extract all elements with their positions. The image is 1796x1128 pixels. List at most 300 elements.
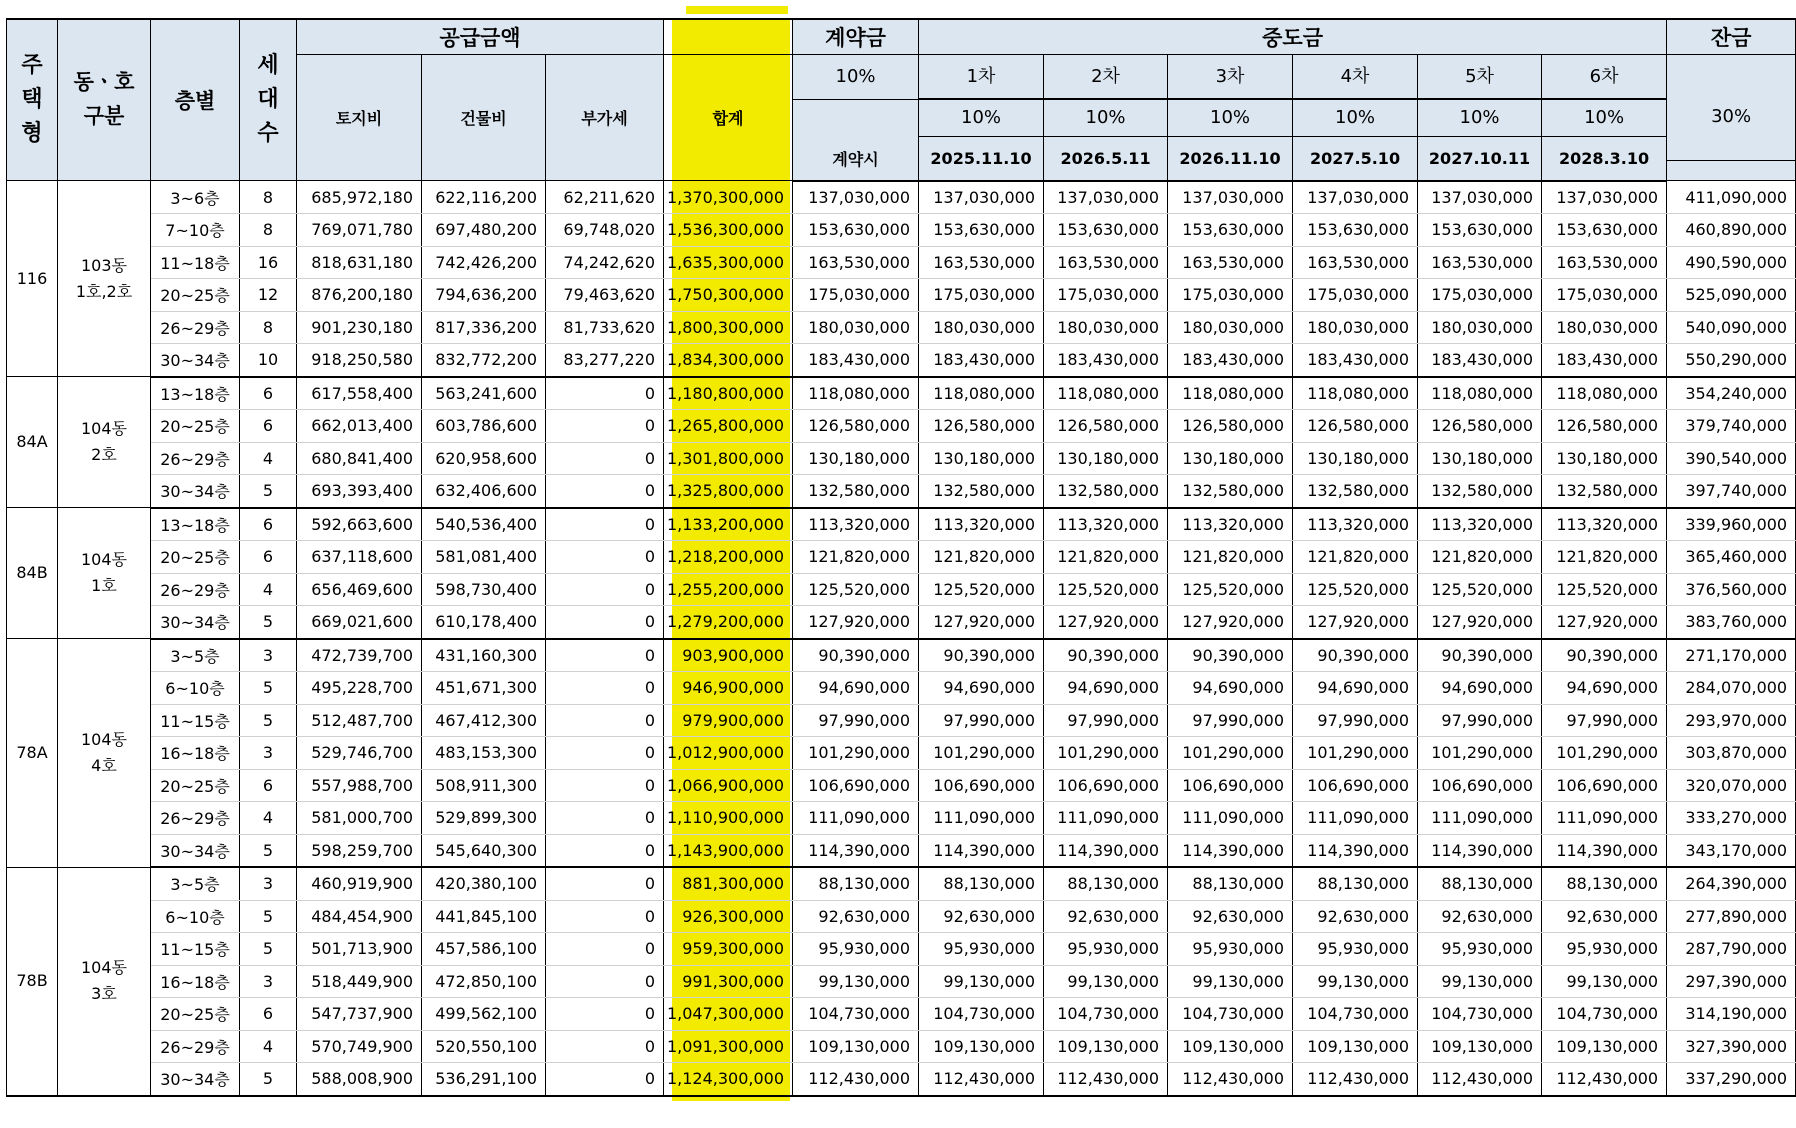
vat-cell: 0 — [546, 377, 664, 410]
households-cell: 3 — [240, 639, 297, 672]
land-cell: 581,000,700 — [297, 802, 422, 835]
interim-3-cell: 121,820,000 — [1168, 541, 1293, 574]
table-row — [7, 214, 1796, 247]
interim-1-cell: 130,180,000 — [919, 442, 1044, 475]
building-cell: 431,160,300 — [422, 639, 546, 672]
interim-2-cell: 92,630,000 — [1044, 900, 1168, 933]
floor-cell: 6~10층 — [151, 672, 240, 705]
interim-5-cell: 180,030,000 — [1418, 311, 1542, 344]
table-row — [7, 834, 1796, 867]
balance-cell: 314,190,000 — [1667, 998, 1796, 1031]
households-cell: 8 — [240, 311, 297, 344]
balance-cell: 264,390,000 — [1667, 867, 1796, 900]
deposit-cell: 113,320,000 — [793, 508, 919, 541]
households-cell: 5 — [240, 704, 297, 737]
deposit-cell: 130,180,000 — [793, 442, 919, 475]
land-cell: 472,739,700 — [297, 639, 422, 672]
dong-ho-cell — [58, 181, 151, 377]
deposit-cell: 92,630,000 — [793, 900, 919, 933]
interim-6-cell: 130,180,000 — [1542, 442, 1667, 475]
header-interim-1 — [919, 54, 1044, 99]
interim-4-cell: 88,130,000 — [1293, 867, 1418, 900]
interim-2-cell: 104,730,000 — [1044, 998, 1168, 1031]
deposit-cell: 121,820,000 — [793, 541, 919, 574]
building-cell: 472,850,100 — [422, 965, 546, 998]
interim-4-date: 2027.5.10 — [1309, 148, 1401, 168]
interim-3-cell: 163,530,000 — [1168, 246, 1293, 279]
balance-cell: 333,270,000 — [1667, 802, 1796, 835]
vat-cell: 0 — [546, 704, 664, 737]
interim-5-date: 2027.10.11 — [1428, 148, 1531, 168]
interim-3-cell: 175,030,000 — [1168, 279, 1293, 312]
vat-cell: 83,277,220 — [546, 344, 664, 377]
total-cell: 1,834,300,000 — [664, 344, 793, 377]
total-cell: 881,300,000 — [664, 867, 793, 900]
floor-cell: 30~34층 — [151, 606, 240, 639]
interim-2-cell: 153,630,000 — [1044, 214, 1168, 247]
header-interim-2 — [1044, 54, 1168, 99]
interim-2-cell: 183,430,000 — [1044, 344, 1168, 377]
land-cell: 662,013,400 — [297, 410, 422, 443]
building-cell: 529,899,300 — [422, 802, 546, 835]
interim-5-cell: 97,990,000 — [1418, 704, 1542, 737]
interim-6-cell: 101,290,000 — [1542, 737, 1667, 770]
deposit-cell: 111,090,000 — [793, 802, 919, 835]
building-cell: 520,550,100 — [422, 1030, 546, 1063]
total-cell: 1,047,300,000 — [664, 998, 793, 1031]
interim-6-cell: 132,580,000 — [1542, 475, 1667, 508]
interim-1-cell: 109,130,000 — [919, 1030, 1044, 1063]
interim-3-cell: 137,030,000 — [1168, 181, 1293, 214]
deposit-cell: 95,930,000 — [793, 933, 919, 966]
interim-4-cell: 111,090,000 — [1293, 802, 1418, 835]
building-cell: 632,406,600 — [422, 475, 546, 508]
total-cell: 903,900,000 — [664, 639, 793, 672]
header-households — [240, 19, 297, 181]
land-cell: 495,228,700 — [297, 672, 422, 705]
interim-4-cell: 99,130,000 — [1293, 965, 1418, 998]
building-cell: 441,845,100 — [422, 900, 546, 933]
header-supply-amount: 공급금액 — [297, 19, 664, 54]
deposit-cell: 101,290,000 — [793, 737, 919, 770]
interim-6-rate: 10% — [1542, 100, 1666, 137]
households-cell: 5 — [240, 1063, 297, 1096]
balance-cell: 271,170,000 — [1667, 639, 1796, 672]
header-land: 토지비 — [297, 54, 422, 181]
interim-6-cell: 127,920,000 — [1542, 606, 1667, 639]
interim-6-cell: 106,690,000 — [1542, 769, 1667, 802]
land-cell: 617,558,400 — [297, 377, 422, 410]
land-cell: 918,250,580 — [297, 344, 422, 377]
interim-2-cell: 90,390,000 — [1044, 639, 1168, 672]
interim-1-cell: 180,030,000 — [919, 311, 1044, 344]
building-cell: 697,480,200 — [422, 214, 546, 247]
table-header — [7, 19, 1796, 181]
interim-6-cell: 111,090,000 — [1542, 802, 1667, 835]
interim-1-cell: 183,430,000 — [919, 344, 1044, 377]
table-row — [7, 246, 1796, 279]
households-cell: 5 — [240, 606, 297, 639]
balance-cell: 411,090,000 — [1667, 181, 1796, 214]
vat-cell: 62,211,620 — [546, 181, 664, 214]
interim-4-cell: 109,130,000 — [1293, 1030, 1418, 1063]
balance-cell: 297,390,000 — [1667, 965, 1796, 998]
interim-1-cell: 99,130,000 — [919, 965, 1044, 998]
floor-cell: 30~34층 — [151, 834, 240, 867]
land-cell: 592,663,600 — [297, 508, 422, 541]
header-balance: 잔금 — [1667, 19, 1796, 54]
households-cell: 4 — [240, 1030, 297, 1063]
interim-3-cell: 130,180,000 — [1168, 442, 1293, 475]
interim-1-rate: 10% — [919, 100, 1043, 137]
total-cell: 979,900,000 — [664, 704, 793, 737]
interim-5-cell: 183,430,000 — [1418, 344, 1542, 377]
table-row — [7, 311, 1796, 344]
interim-3-cell: 180,030,000 — [1168, 311, 1293, 344]
land-cell: 547,737,900 — [297, 998, 422, 1031]
header-interim-5-detail — [1418, 99, 1542, 181]
interim-1-cell: 113,320,000 — [919, 508, 1044, 541]
interim-1-cell: 163,530,000 — [919, 246, 1044, 279]
table-row — [7, 900, 1796, 933]
land-cell: 501,713,900 — [297, 933, 422, 966]
interim-2-date: 2026.5.11 — [1060, 148, 1151, 168]
vat-cell: 0 — [546, 410, 664, 443]
interim-3-cell: 92,630,000 — [1168, 900, 1293, 933]
vat-cell: 0 — [546, 737, 664, 770]
interim-2-cell: 130,180,000 — [1044, 442, 1168, 475]
table-row — [7, 867, 1796, 900]
land-cell: 637,118,600 — [297, 541, 422, 574]
interim-4-cell: 118,080,000 — [1293, 377, 1418, 410]
vat-cell: 79,463,620 — [546, 279, 664, 312]
interim-5-cell: 90,390,000 — [1418, 639, 1542, 672]
dong-ho-cell — [58, 639, 151, 868]
land-cell: 656,469,600 — [297, 573, 422, 606]
header-housing-type-text: 주택형 — [21, 52, 43, 147]
interim-2-cell: 175,030,000 — [1044, 279, 1168, 312]
deposit-cell: 118,080,000 — [793, 377, 919, 410]
header-building: 건물비 — [422, 54, 546, 181]
table-row — [7, 1063, 1796, 1096]
header-interim-2-detail — [1044, 99, 1168, 181]
header-interim-4 — [1293, 54, 1418, 99]
total-cell: 1,180,800,000 — [664, 377, 793, 410]
households-cell: 5 — [240, 475, 297, 508]
building-cell: 742,426,200 — [422, 246, 546, 279]
header-dong-ho-text: 동ㆍ호 구분 — [73, 70, 135, 128]
total-cell: 1,012,900,000 — [664, 737, 793, 770]
ho-text: 2호 — [91, 445, 117, 464]
table-row — [7, 541, 1796, 574]
header-interim-5 — [1418, 54, 1542, 99]
header-interim-3 — [1168, 54, 1293, 99]
interim-4-cell: 90,390,000 — [1293, 639, 1418, 672]
households-cell: 4 — [240, 573, 297, 606]
interim-4-cell: 97,990,000 — [1293, 704, 1418, 737]
deposit-cell: 125,520,000 — [793, 573, 919, 606]
table-row — [7, 965, 1796, 998]
interim-2-cell: 180,030,000 — [1044, 311, 1168, 344]
balance-cell: 397,740,000 — [1667, 475, 1796, 508]
deposit-cell: 109,130,000 — [793, 1030, 919, 1063]
table-row — [7, 639, 1796, 672]
total-cell: 926,300,000 — [664, 900, 793, 933]
building-cell: 536,291,100 — [422, 1063, 546, 1096]
building-cell: 483,153,300 — [422, 737, 546, 770]
balance-cell: 320,070,000 — [1667, 769, 1796, 802]
interim-5-cell: 101,290,000 — [1418, 737, 1542, 770]
vat-cell: 0 — [546, 1063, 664, 1096]
interim-4-cell: 127,920,000 — [1293, 606, 1418, 639]
balance-cell: 327,390,000 — [1667, 1030, 1796, 1063]
interim-1-cell: 97,990,000 — [919, 704, 1044, 737]
interim-4-cell: 153,630,000 — [1293, 214, 1418, 247]
interim-3-cell: 118,080,000 — [1168, 377, 1293, 410]
land-cell: 588,008,900 — [297, 1063, 422, 1096]
floor-cell: 20~25층 — [151, 998, 240, 1031]
building-cell: 563,241,600 — [422, 377, 546, 410]
deposit-cell: 183,430,000 — [793, 344, 919, 377]
deposit-cell: 94,690,000 — [793, 672, 919, 705]
building-cell: 603,786,600 — [422, 410, 546, 443]
ho-text: 1호 — [91, 576, 117, 595]
table-row — [7, 181, 1796, 214]
total-cell: 946,900,000 — [664, 672, 793, 705]
header-deposit-rate: 10% — [793, 54, 919, 99]
interim-3-cell: 125,520,000 — [1168, 573, 1293, 606]
interim-6-cell: 88,130,000 — [1542, 867, 1667, 900]
interim-4-rate: 10% — [1293, 100, 1417, 137]
dong-text: 104동 — [81, 550, 127, 570]
balance-cell: 284,070,000 — [1667, 672, 1796, 705]
interim-4-cell: 132,580,000 — [1293, 475, 1418, 508]
floor-cell: 20~25층 — [151, 410, 240, 443]
interim-1-cell: 101,290,000 — [919, 737, 1044, 770]
building-cell: 499,562,100 — [422, 998, 546, 1031]
table-row — [7, 769, 1796, 802]
interim-2-cell: 163,530,000 — [1044, 246, 1168, 279]
total-cell: 1,800,300,000 — [664, 311, 793, 344]
interim-6-cell: 113,320,000 — [1542, 508, 1667, 541]
vat-cell: 0 — [546, 900, 664, 933]
deposit-cell: 106,690,000 — [793, 769, 919, 802]
interim-5-cell: 163,530,000 — [1418, 246, 1542, 279]
header-deposit-timing: 계약시 — [793, 99, 919, 181]
balance-cell: 354,240,000 — [1667, 377, 1796, 410]
floor-cell: 26~29층 — [151, 1030, 240, 1063]
interim-5-cell: 137,030,000 — [1418, 181, 1542, 214]
table-row — [7, 508, 1796, 541]
interim-6-cell: 90,390,000 — [1542, 639, 1667, 672]
floor-cell: 26~29층 — [151, 442, 240, 475]
interim-1-label: 1차 — [919, 55, 1043, 99]
interim-6-cell: 112,430,000 — [1542, 1063, 1667, 1096]
interim-6-cell: 97,990,000 — [1542, 704, 1667, 737]
interim-1-cell: 88,130,000 — [919, 867, 1044, 900]
interim-5-label: 5차 — [1418, 55, 1541, 99]
building-cell: 817,336,200 — [422, 311, 546, 344]
balance-cell: 379,740,000 — [1667, 410, 1796, 443]
dong-text: 104동 — [81, 419, 127, 439]
building-cell: 451,671,300 — [422, 672, 546, 705]
balance-cell: 365,460,000 — [1667, 541, 1796, 574]
interim-3-date: 2026.11.10 — [1179, 148, 1281, 168]
interim-1-cell: 111,090,000 — [919, 802, 1044, 835]
households-cell: 6 — [240, 769, 297, 802]
header-floor: 층별 — [151, 19, 240, 181]
interim-2-cell: 111,090,000 — [1044, 802, 1168, 835]
interim-3-cell: 114,390,000 — [1168, 834, 1293, 867]
vat-cell: 0 — [546, 672, 664, 705]
deposit-cell: 132,580,000 — [793, 475, 919, 508]
deposit-cell: 153,630,000 — [793, 214, 919, 247]
households-cell: 6 — [240, 508, 297, 541]
land-cell: 529,746,700 — [297, 737, 422, 770]
building-cell: 508,911,300 — [422, 769, 546, 802]
land-cell: 557,988,700 — [297, 769, 422, 802]
floor-cell: 11~15층 — [151, 933, 240, 966]
floor-cell: 13~18층 — [151, 377, 240, 410]
floor-cell: 16~18층 — [151, 737, 240, 770]
households-cell: 5 — [240, 900, 297, 933]
building-cell: 622,116,200 — [422, 181, 546, 214]
interim-5-cell: 126,580,000 — [1418, 410, 1542, 443]
interim-2-rate: 10% — [1044, 100, 1167, 137]
interim-2-cell: 109,130,000 — [1044, 1030, 1168, 1063]
interim-5-cell: 125,520,000 — [1418, 573, 1542, 606]
interim-5-cell: 113,320,000 — [1418, 508, 1542, 541]
total-cell: 959,300,000 — [664, 933, 793, 966]
floor-cell: 30~34층 — [151, 344, 240, 377]
interim-5-rate: 10% — [1418, 100, 1541, 137]
balance-cell: 303,870,000 — [1667, 737, 1796, 770]
interim-2-cell: 97,990,000 — [1044, 704, 1168, 737]
vat-cell: 0 — [546, 508, 664, 541]
vat-cell: 81,733,620 — [546, 311, 664, 344]
balance-rate-text: 30% — [1667, 74, 1795, 161]
deposit-cell: 114,390,000 — [793, 834, 919, 867]
interim-3-label: 3차 — [1168, 55, 1292, 99]
interim-2-cell: 137,030,000 — [1044, 181, 1168, 214]
interim-1-cell: 127,920,000 — [919, 606, 1044, 639]
deposit-cell: 126,580,000 — [793, 410, 919, 443]
interim-4-cell: 114,390,000 — [1293, 834, 1418, 867]
header-dong-ho — [58, 19, 151, 181]
land-cell: 693,393,400 — [297, 475, 422, 508]
interim-1-cell: 95,930,000 — [919, 933, 1044, 966]
vat-cell: 0 — [546, 998, 664, 1031]
balance-cell: 383,760,000 — [1667, 606, 1796, 639]
interim-2-cell: 118,080,000 — [1044, 377, 1168, 410]
interim-6-cell: 95,930,000 — [1542, 933, 1667, 966]
ho-text: 4호 — [91, 755, 117, 775]
interim-2-cell: 95,930,000 — [1044, 933, 1168, 966]
vat-cell: 74,242,620 — [546, 246, 664, 279]
land-cell: 512,487,700 — [297, 704, 422, 737]
interim-3-cell: 113,320,000 — [1168, 508, 1293, 541]
total-cell: 1,301,800,000 — [664, 442, 793, 475]
interim-1-cell: 137,030,000 — [919, 181, 1044, 214]
total-cell: 1,133,200,000 — [664, 508, 793, 541]
interim-1-cell: 125,520,000 — [919, 573, 1044, 606]
table-body — [7, 181, 1796, 1096]
table-row — [7, 672, 1796, 705]
floor-cell: 11~18층 — [151, 246, 240, 279]
interim-5-cell: 109,130,000 — [1418, 1030, 1542, 1063]
interim-1-cell: 175,030,000 — [919, 279, 1044, 312]
interim-4-cell: 106,690,000 — [1293, 769, 1418, 802]
floor-cell: 20~25층 — [151, 541, 240, 574]
supply-price-table — [6, 18, 1796, 1097]
table-row — [7, 933, 1796, 966]
interim-4-cell: 121,820,000 — [1293, 541, 1418, 574]
interim-5-cell: 112,430,000 — [1418, 1063, 1542, 1096]
interim-6-cell: 109,130,000 — [1542, 1030, 1667, 1063]
total-cell: 1,370,300,000 — [664, 181, 793, 214]
interim-5-cell: 106,690,000 — [1418, 769, 1542, 802]
total-cell: 1,750,300,000 — [664, 279, 793, 312]
deposit-cell: 88,130,000 — [793, 867, 919, 900]
floor-cell: 3~5층 — [151, 867, 240, 900]
vat-cell: 0 — [546, 1030, 664, 1063]
deposit-cell: 163,530,000 — [793, 246, 919, 279]
interim-5-cell: 121,820,000 — [1418, 541, 1542, 574]
balance-cell: 525,090,000 — [1667, 279, 1796, 312]
header-balance-rate — [1667, 54, 1796, 181]
floor-cell: 20~25층 — [151, 769, 240, 802]
table-row — [7, 573, 1796, 606]
table-row — [7, 998, 1796, 1031]
interim-3-cell: 88,130,000 — [1168, 867, 1293, 900]
vat-cell: 0 — [546, 606, 664, 639]
dong-ho-cell — [58, 508, 151, 639]
vat-cell: 0 — [546, 867, 664, 900]
header-interim-1-detail — [919, 99, 1044, 181]
deposit-cell: 90,390,000 — [793, 639, 919, 672]
interim-6-cell: 114,390,000 — [1542, 834, 1667, 867]
table-row — [7, 377, 1796, 410]
balance-cell: 540,090,000 — [1667, 311, 1796, 344]
dong-text: 104동 — [81, 730, 127, 750]
interim-4-cell: 175,030,000 — [1293, 279, 1418, 312]
interim-3-cell: 183,430,000 — [1168, 344, 1293, 377]
interim-6-cell: 126,580,000 — [1542, 410, 1667, 443]
land-cell: 818,631,180 — [297, 246, 422, 279]
dong-text: 103동 — [81, 255, 127, 275]
interim-1-date: 2025.11.10 — [930, 148, 1032, 168]
interim-4-cell: 180,030,000 — [1293, 311, 1418, 344]
vat-cell: 0 — [546, 573, 664, 606]
interim-2-cell: 132,580,000 — [1044, 475, 1168, 508]
interim-5-cell: 118,080,000 — [1418, 377, 1542, 410]
vat-cell: 0 — [546, 475, 664, 508]
interim-5-cell: 175,030,000 — [1418, 279, 1542, 312]
deposit-cell: 137,030,000 — [793, 181, 919, 214]
housing-type-cell: 78B — [7, 867, 58, 1096]
land-cell: 460,919,900 — [297, 867, 422, 900]
floor-cell: 26~29층 — [151, 311, 240, 344]
dong-ho-cell — [58, 377, 151, 508]
interim-4-cell: 125,520,000 — [1293, 573, 1418, 606]
floor-cell: 26~29층 — [151, 802, 240, 835]
interim-2-cell: 121,820,000 — [1044, 541, 1168, 574]
ho-text: 1호,2호 — [75, 281, 133, 301]
households-cell: 8 — [240, 214, 297, 247]
total-cell: 1,218,200,000 — [664, 541, 793, 574]
interim-5-cell: 111,090,000 — [1418, 802, 1542, 835]
land-cell: 901,230,180 — [297, 311, 422, 344]
